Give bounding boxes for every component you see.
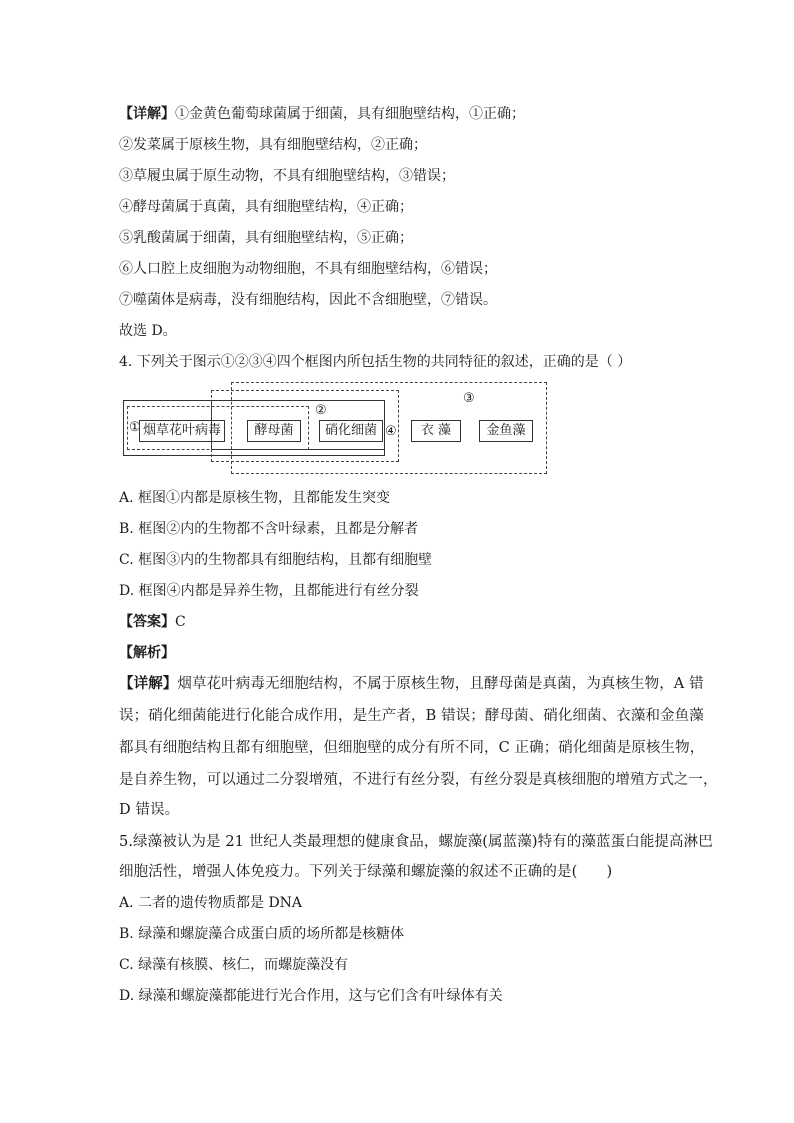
q4-detail-line-4: 是自养生物，可以通过二分裂增殖，不进行有丝分裂，有丝分裂是真核细胞的增殖方式之一， [119,772,718,788]
label-hornwort: 金鱼藻 [479,420,533,442]
q4-analysis-tag [119,643,175,663]
detail-tag: 【详解】 [119,106,175,122]
q5-option-d: D. 绿藻和螺旋藻都能进行光合作用，这与它们含有叶绿体有关 [119,988,503,1004]
q5-option-a: A. 二者的遗传物质都是 DNA [119,895,303,911]
q3-detail-text: ①金黄色葡萄球菌属于细菌，具有细胞壁结构，①正确； [175,106,525,122]
q4-detail-text: 烟草花叶病毒无细胞结构，不属于原核生物，且酵母菌是真菌，为真核生物，A 错 [177,676,704,692]
detail-tag: 【详解】 [119,675,178,692]
q4-option-c: C. 框图③内的生物都具有细胞结构，且都有细胞壁 [119,552,433,568]
marker-4: ④ [385,424,397,439]
q5-stem-line-2: 细胞活性，增强人体免疫力。下列关于绿藻和螺旋藻的叙述不正确的是( ) [119,864,613,880]
q3-detail-line-4: ④酵母菌属于真菌，具有细胞壁结构，④正确； [119,199,413,215]
q4-option-a: A. 框图①内都是原核生物，且都能发生突变 [119,490,391,506]
q3-detail-line-7: ⑦噬菌体是病毒，没有细胞结构，因此不含细胞壁，⑦错误。 [119,292,497,308]
q4-option-b: B. 框图②内的生物都不含叶绿素，且都是分解者 [119,521,419,537]
answer-value: C [175,614,186,630]
q5-option-c: C. 绿藻有核膜、核仁，而螺旋藻没有 [119,957,349,973]
q4-detail-line-1 [119,674,704,694]
q4-detail-line-2: 误；硝化细菌能进行化能合成作用，是生产者，B 错误；酵母菌、硝化细菌、衣藻和金鱼藻 [119,708,704,724]
q3-detail-line-2: ②发菜属于原核生物，具有细胞壁结构，②正确； [119,137,427,153]
q4-option-d: D. 框图④内都是异养生物，且都能进行有丝分裂 [119,583,419,599]
q4-detail-line-5: D 错误。 [119,802,180,818]
label-nitrifying-bacteria: 硝化细菌 [319,420,383,442]
q4-diagram [119,378,549,478]
q3-detail-line-1 [119,104,525,124]
label-tobacco-mosaic-virus: 烟草花叶病毒 [139,420,225,442]
analysis-tag: 【解析】 [119,645,175,661]
q3-conclusion: 故选 D。 [119,323,177,339]
marker-1: ① [129,420,141,435]
label-yeast: 酵母菌 [247,420,301,442]
marker-2: ② [315,403,327,418]
q5-option-b: B. 绿藻和螺旋藻合成蛋白质的场所都是核糖体 [119,926,405,942]
label-chlamydomonas: 衣 藻 [411,420,461,442]
answer-tag: 【答案】 [119,614,175,630]
q3-detail-line-5: ⑤乳酸菌属于细菌，具有细胞壁结构，⑤正确； [119,230,413,246]
q4-detail-line-3: 都具有细胞结构且都有细胞壁，但细胞壁的成分有所不同，C 正确；硝化细菌是原核生物， [119,740,705,756]
q3-detail-line-3: ③草履虫属于原生动物，不具有细胞壁结构，③错误； [119,168,455,184]
q4-stem: 4. 下列关于图示①②③④四个框图内所包括生物的共同特征的叙述，正确的是（ ） [119,354,632,370]
q5-stem-line-1: 5.绿藻被认为是 21 世纪人类最理想的健康食品，螺旋藻(属蓝藻)特有的藻蓝蛋白能提高淋巴 [119,834,713,850]
q3-detail-line-6: ⑥人口腔上皮细胞为动物细胞，不具有细胞壁结构，⑥错误； [119,261,497,277]
marker-3: ③ [463,391,475,406]
q4-answer [119,612,186,632]
